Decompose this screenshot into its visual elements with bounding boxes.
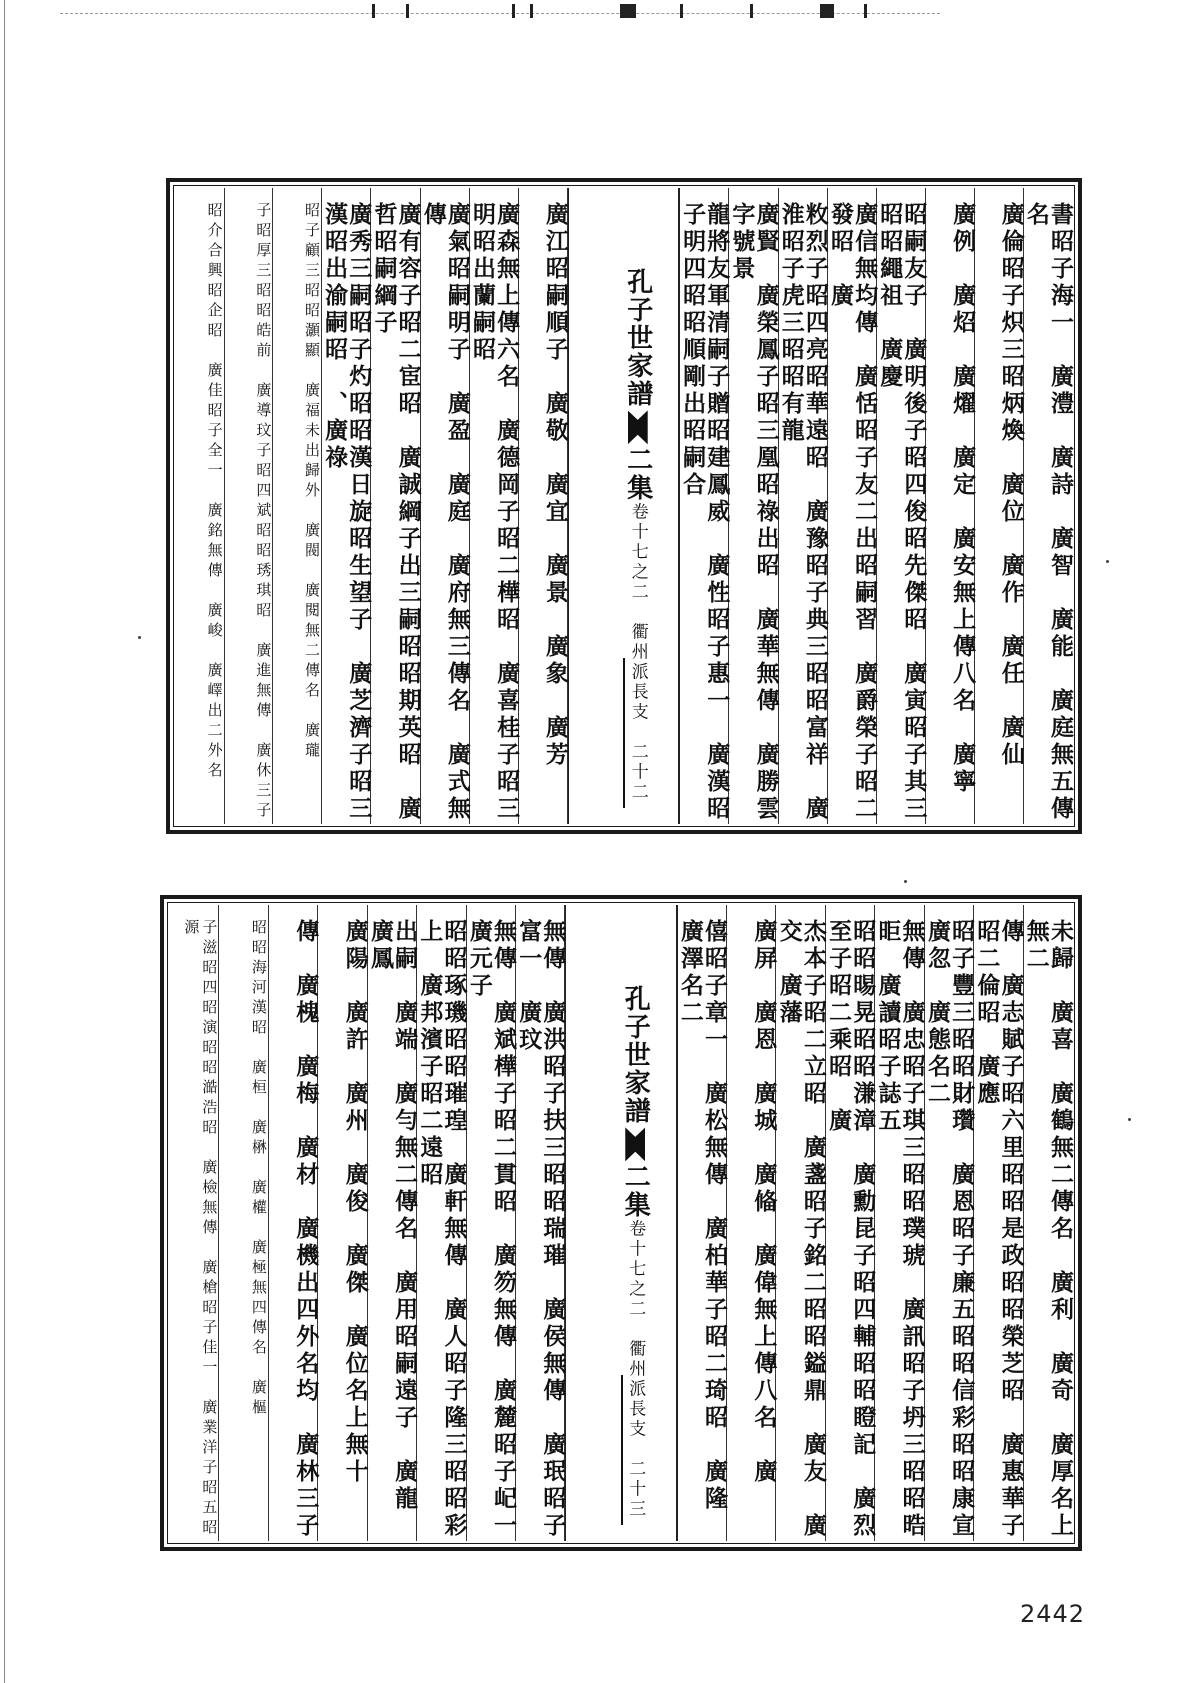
- genealogy-column: 廣氣昭嗣明子 廣盈 廣庭 廣府無三傳名 廣式無傳: [421, 188, 470, 824]
- genealogy-column: 廣例 廣炤 廣燿 廣定 廣安無上傳八名 廣寧: [926, 188, 975, 824]
- genealogy-column: 廣有容子昭二宦昭 廣誠綱子出三嗣昭昭期英昭 廣哲昭嗣綱子: [371, 188, 420, 824]
- scan-speck: [1128, 1118, 1131, 1121]
- section-subtitle: 卷十七之二 衢州派長支 二十二: [627, 502, 648, 803]
- book-title: 孔子世家譜: [622, 268, 653, 409]
- fish-tail-mark-icon: [628, 410, 648, 444]
- genealogy-column: 昭子顧三昭昭灝顯 廣福未出歸外 廣閥 廣閱無二傳名 廣瓏: [273, 188, 322, 824]
- genealogy-column: 杰本子昭二立昭 廣盞昭子銘二昭昭鎰鼎 廣友 廣交 廣藩: [776, 905, 825, 1541]
- genealogy-panel-top: [166, 178, 1082, 834]
- genealogy-column: 出嗣 廣端 廣勻無二傳名 廣用昭嗣遠子 廣龍 廣鳳: [368, 905, 417, 1541]
- genealogy-column: 龍將友軍清嗣子贈昭建鳳威 廣性昭子惠一 廣漢昭子明四昭昭順剛出昭嗣合: [680, 188, 729, 824]
- genealogy-column: 昭昭晹晃昭昭溓漳 廣勳昆子昭四輔昭昭瞪記 廣烈至子昭二乘昭 廣: [826, 905, 875, 1541]
- genealogy-panel-bottom: [160, 895, 1082, 1567]
- top-bleed-marks: [60, 4, 940, 18]
- genealogy-column: 昭介合興昭企昭 廣佳昭子全一 廣銘無傳 廣峻 廣嶧出二外名: [176, 188, 225, 824]
- genealogy-column: 昭子豐三昭昭財瓚 廣恩昭子廉五昭昭信彩昭昭康宣 廣忽 廣態名二: [925, 905, 974, 1541]
- fish-tail-mark-icon: [625, 1127, 645, 1161]
- scan-speck: [1106, 560, 1109, 563]
- genealogy-column: 無傳 廣斌樺子昭二貫昭 廣笏無傳 廣麓昭子屺一 廣元子: [467, 905, 516, 1541]
- genealogy-column: 廣賢 廣榮鳳子昭三凰昭祿出昭 廣華無傳 廣勝雲字號景: [729, 188, 778, 824]
- genealogy-column: 未歸 廣喜 廣鶴無二傳名 廣利 廣奇 廣厚名上無二: [1022, 919, 1074, 1540]
- heading-rule: [621, 1375, 623, 1525]
- genealogy-column: 廣倫昭子炽三昭炳煥 廣位 廣作 廣任 廣仙: [975, 188, 1024, 824]
- volume-label: 二集: [622, 446, 653, 503]
- genealogy-column: 昭昭琢璣昭昭璀瑝 廣軒無傳 廣人昭子隆三昭昭彩上 廣邦濱子昭二遠昭: [417, 905, 466, 1541]
- genealogy-column: 子昭厚三昭昭皓前 廣導玟子昭四斌昭昭琇琪昭 廣進無傳 廣休三子: [225, 188, 274, 824]
- genealogy-column: 傳 廣志賦子昭六里昭昭是政昭昭榮芝昭 廣惠華子昭二倫昭 廣應: [974, 905, 1023, 1541]
- genealogy-column: 廣森無上傳六名 廣德岡子昭二樺昭 廣喜桂子昭三明昭出蘭嗣昭: [470, 188, 519, 824]
- book-title: 孔子世家譜: [620, 985, 651, 1126]
- genealogy-column: 敉烈子昭四亮昭華遠昭 廣豫昭子典三昭昭富祥 廣淮昭子虎三昭昭有龍: [779, 188, 828, 824]
- panel-columns: [176, 188, 1075, 824]
- genealogy-column: 無傳 廣洪昭子扶三昭昭瑞璀 廣侯無傳 廣珉昭子富一 廣玟: [516, 905, 565, 1541]
- genealogy-column: 廣江昭嗣順子 廣敬 廣宜 廣景 廣象 廣芳: [519, 188, 568, 824]
- scan-speck: [904, 880, 907, 883]
- genealogy-column: 廣屏 廣恩 廣城 廣偹 廣偉無上傳八名 廣: [727, 905, 776, 1541]
- scan-speck: [138, 636, 141, 639]
- genealogy-column: 廣秀三嗣昭子灼昭昭漢日旋昭生望子 廣芝濟子昭三漢昭出渝嗣昭 、廣祿: [322, 188, 371, 824]
- genealogy-column: 子滋昭四昭演昭昭澔浩昭 廣檢無傳 廣槍昭子佳一 廣業洋子昭五昭源: [170, 905, 219, 1541]
- panel-columns: [170, 905, 1074, 1567]
- genealogy-column: 廣信無均傳 廣恬昭子友二出昭嗣習 廣爵榮子昭二發昭 廣: [828, 188, 877, 824]
- page-heading-column: [568, 188, 680, 824]
- genealogy-column: 無傳 廣忠昭子琪三昭昭璞琥 廣訊昭子坍三昭昭晧昛 廣讀昭子誌五: [875, 905, 924, 1541]
- genealogy-column: 書昭子海一 廣澧 廣詩 廣智 廣能 廣庭無五傳名: [1022, 202, 1075, 823]
- page-edge-line: [4, 0, 5, 1683]
- section-subtitle: 卷十七之二 衢州派長支 二十三: [625, 1219, 646, 1520]
- genealogy-column: 傳 廣槐 廣梅 廣材 廣機出四外名均 廣林三子: [269, 905, 318, 1541]
- genealogy-column: 昭嗣友子 廣明後子昭四俊昭先傑昭 廣寅昭子其三昭昭繩祖 廣慶: [877, 188, 926, 824]
- genealogy-column: 昭昭海河漢昭 廣桓 廣楙 廣權 廣極無四傳名 廣樞: [219, 905, 268, 1541]
- genealogy-column: 僖昭子章一 廣松無傳 廣柏華子昭二琦昭 廣隆 廣澤名二: [678, 905, 727, 1541]
- heading-rule: [623, 658, 625, 808]
- volume-label: 二集: [620, 1163, 651, 1220]
- page-heading-column: [565, 905, 677, 1541]
- genealogy-column: 廣陽 廣許 廣州 廣俊 廣傑 廣位名上無十: [318, 905, 367, 1541]
- page-number: 2442: [1020, 1600, 1086, 1628]
